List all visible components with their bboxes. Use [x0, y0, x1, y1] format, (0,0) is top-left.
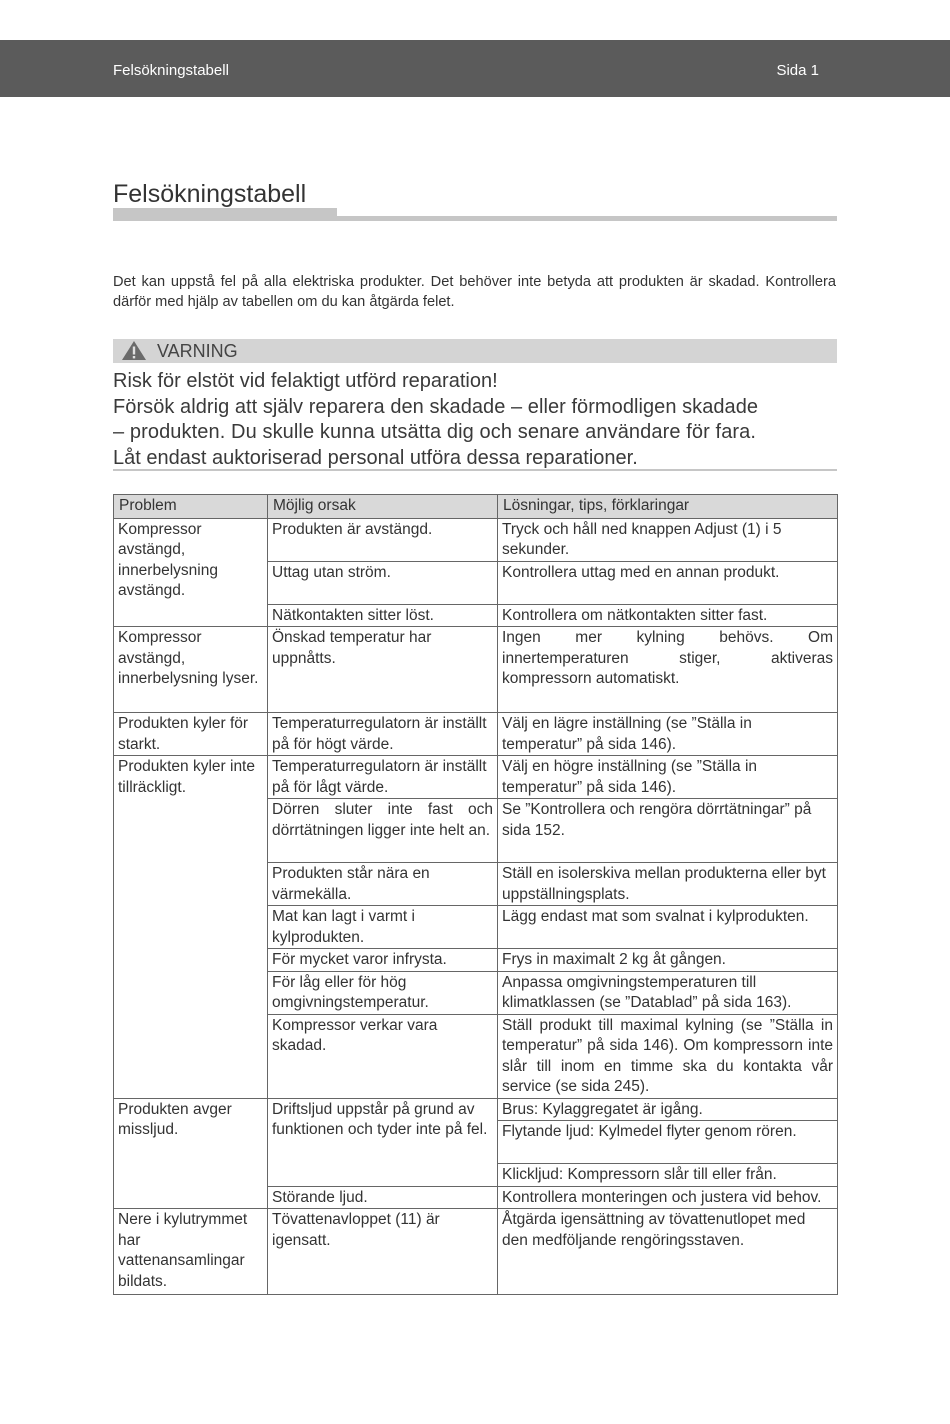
cause-cell: Nätkontakten sitter löst. — [268, 604, 498, 627]
warning-text — [113, 369, 837, 471]
troubleshooting-table — [113, 494, 838, 1295]
page-title: Felsökningstabell — [113, 180, 307, 208]
solution-cell: Klickljud: Kompressorn slår till eller från. — [498, 1164, 838, 1187]
cause-cell: För mycket varor infrysta. — [268, 949, 498, 972]
cause-cell: Tövattenavloppet (11) är igensatt. — [268, 1209, 498, 1295]
cause-cell: Störande ljud. — [268, 1186, 498, 1209]
solution-cell: Kontrollera uttag med en annan produkt. — [498, 561, 838, 604]
warning-line: Försök aldrig att själv reparera den skadade – eller förmodligen skadade — [113, 395, 759, 418]
cause-cell: För låg eller för hög omgivningstemperatur. — [268, 971, 498, 1014]
warning-line: Låt endast auktoriserad personal utföra dessa reparationer. — [113, 446, 638, 469]
solution-cell: Åtgärda igensättning av tövattenutlopet med den medföljande rengöringsstaven. — [498, 1209, 838, 1295]
warning-line: Risk för elstöt vid felaktigt utförd reparation! — [113, 370, 498, 392]
problem-cell: Kompressor avstängd, innerbelysning avstängd. — [114, 518, 268, 627]
column-header-solution: Lösningar, tips, förklaringar — [498, 495, 838, 519]
table-row — [114, 1209, 838, 1295]
intro-paragraph: Det kan uppstå fel på alla elektriska produkter. Det behöver inte betyda att produkten är skadad. Kontrollera därför med hjälp av tabellen om du kan åtgärda felet. — [113, 274, 836, 310]
cause-cell: Dörren sluter inte fast och dörrtätningen ligger inte helt an. — [268, 799, 498, 863]
solution-cell: Flytande ljud: Kylmedel flyter genom rören. — [498, 1121, 838, 1164]
solution-cell: Anpassa omgivningstemperaturen till klimatklassen (se ”Datablad” på sida 163). — [498, 971, 838, 1014]
table-row — [114, 1098, 838, 1121]
cause-cell: Kompressor verkar vara skadad. — [268, 1014, 498, 1098]
problem-cell: Produkten avger missljud. — [114, 1098, 268, 1209]
header-title: Felsökningstabell — [113, 62, 229, 79]
solution-cell: Lägg endast mat som svalnat i kylprodukten. — [498, 906, 838, 949]
warning-triangle-icon — [121, 340, 147, 361]
solution-cell: Välj en högre inställning (se ”Ställa in temperatur” på sida 146). — [498, 756, 838, 799]
cause-cell: Driftsljud uppstår på grund av funktionen och tyder inte på fel. — [268, 1098, 498, 1186]
solution-cell: Kontrollera monteringen och justera vid behov. — [498, 1186, 838, 1209]
problem-cell: Nere i kylutrymmet har vattenansamlingar bildats. — [114, 1209, 268, 1295]
cause-cell: Produkten är avstängd. — [268, 518, 498, 561]
column-header-problem: Problem — [114, 495, 268, 519]
cause-cell: Önskad temperatur har uppnåtts. — [268, 627, 498, 713]
table-header-row — [114, 495, 838, 519]
cause-cell: Temperaturregulatorn är inställt på för högt värde. — [268, 713, 498, 756]
solution-cell: Ingen mer kylning behövs. Om innertemperaturen stiger, aktiveras kompressorn automatiskt. — [498, 627, 838, 713]
header-page-number: Sida 1 — [776, 62, 819, 79]
solution-cell: Tryck och håll ned knappen Adjust (1) i 5 sekunder. — [498, 518, 838, 561]
warning-label: VARNING — [157, 341, 238, 361]
table-row — [114, 756, 838, 799]
solution-cell: Välj en lägre inställning (se ”Ställa in temperatur” på sida 146). — [498, 713, 838, 756]
solution-cell: Frys in maximalt 2 kg åt gången. — [498, 949, 838, 972]
cause-cell: Produkten står nära en värmekälla. — [268, 863, 498, 906]
table-row — [114, 713, 838, 756]
table-row — [114, 627, 838, 713]
solution-cell: Ställ produkt till maximal kylning (se ”Ställa in temperatur” på sida 146). Om kompressorn inte slår till inom en timme ska du kontakta vår service (se sida 245). — [498, 1014, 838, 1098]
table-row — [114, 518, 838, 561]
solution-cell: Ställ en isolerskiva mellan produkterna eller byt uppställningsplats. — [498, 863, 838, 906]
solution-cell: Brus: Kylaggregatet är igång. — [498, 1098, 838, 1121]
cause-cell: Uttag utan ström. — [268, 561, 498, 604]
problem-cell: Produkten kyler för starkt. — [114, 713, 268, 756]
cause-cell: Mat kan lagt i varmt i kylprodukten. — [268, 906, 498, 949]
solution-cell: Kontrollera om nätkontakten sitter fast. — [498, 604, 838, 627]
cause-cell: Temperaturregulatorn är inställt på för lågt värde. — [268, 756, 498, 799]
warning-bar — [113, 339, 837, 363]
warning-bottom-rule — [113, 469, 837, 471]
problem-cell: Produkten kyler inte tillräckligt. — [114, 756, 268, 1099]
solution-cell: Se ”Kontrollera och rengöra dörrtätningar” på sida 152. — [498, 799, 838, 863]
page-header — [0, 40, 950, 97]
warning-line: – produkten. Du skulle kunna utsätta dig och senare användare för fara. — [113, 421, 757, 443]
column-header-cause: Möjlig orsak — [268, 495, 498, 519]
problem-cell: Kompressor avstängd, innerbelysning lyser. — [114, 627, 268, 713]
title-underline — [113, 216, 837, 221]
